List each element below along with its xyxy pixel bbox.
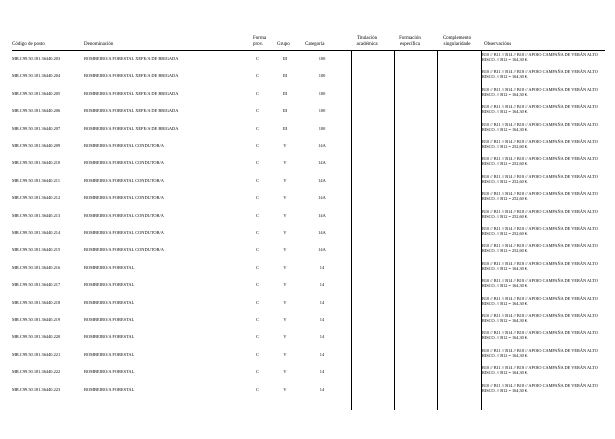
row-forma: C [256,56,259,61]
row-codigo: MR.C99.50.181.36440.223 [12,386,61,392]
row-categoria: 14 [319,264,325,270]
row-denominacion: BOMBEIRO/A FORESTAL [84,351,135,357]
row-forma: C [256,73,259,79]
row-codigo: MR.C99.50.181.36440.212 [12,195,61,201]
row-forma: C [256,143,259,148]
row-observacions: B10 // B11 // B14 // B18 // APOIO CAMPAÑA DE VERÁN ALTO RISCO. // B12 = 164,30 €. [482,104,598,115]
row-forma: C [256,212,259,218]
row-categoria: 100 [318,108,326,114]
row-grupo: III [282,73,288,79]
row-categoria: 14A [318,212,326,218]
row-codigo: MR.C99.50.181.36440.222 [12,369,61,375]
header-grupo: Grupo [277,42,290,47]
row-categoria: 14 [319,334,325,340]
row-codigo: MR.C99.50.181.36440.216 [12,264,61,270]
table-row [0,295,615,310]
row-categoria: 14 [319,317,325,322]
header-titulacion: Titulación académica [356,36,378,47]
table-row [0,312,615,327]
row-codigo: MR.C99.50.181.36440.204 [12,73,61,79]
row-grupo: V [283,212,287,218]
row-codigo: MR.C99.50.181.36440.218 [12,299,61,305]
table-row [0,260,615,275]
row-observacions: B10 // B11 // B14 // B18 // APOIO CAMPAÑA DE VERÁN ALTO RISCO. // B12 = 164,30 €. [482,86,598,97]
row-codigo: MR.C99.50.181.36440.215 [12,247,61,253]
table-row [0,277,615,292]
row-grupo: V [283,247,287,253]
row-codigo: MR.C99.50.181.36440.214 [12,230,61,235]
row-denominacion: BOMBEIRO/A FORESTAL CONDUTOR/A [84,143,164,148]
row-grupo: V [283,282,287,288]
row-codigo: MR.C99.50.181.36440.203 [12,56,61,61]
table-row [0,364,615,379]
row-forma: C [256,386,259,392]
row-grupo: V [283,177,287,183]
row-denominacion: BOMBEIRO/A FORESTAL CONDUTOR/A [84,177,164,183]
table-row [0,190,615,205]
row-observacions: B10 // B11 // B14 // B18 // APOIO CAMPAÑA DE VERÁN ALTO RISCO. // B12 = 164,30 €. [482,52,598,62]
row-forma: C [256,90,259,96]
row-codigo: MR.C99.50.181.36440.209 [12,143,61,148]
row-forma: C [256,264,259,270]
table-row [0,225,615,240]
row-observacions: B10 // B11 // B14 // B18 // APOIO CAMPAÑA DE VERÁN ALTO RISCO. // B12 = 164,30 €. [482,295,598,306]
row-forma: C [256,369,259,375]
table-row [0,68,615,83]
row-denominacion: BOMBEIRO/A FORESTAL CONDUTOR/A [84,195,164,201]
table-row [0,173,615,188]
header-observacions: Observacións [484,42,512,47]
row-denominacion: BOMBEIRO/A FORESTAL XEFE/A DE BRIGADA [84,108,179,114]
header-denominacion: Denominación [84,42,114,47]
row-grupo: III [282,125,288,131]
row-categoria: 14 [319,299,325,305]
row-forma: C [256,125,259,131]
table-row [0,138,615,153]
row-forma: C [256,247,259,253]
row-forma: C [256,177,259,183]
row-grupo: V [283,143,287,148]
row-denominacion: BOMBEIRO/A FORESTAL CONDUTOR/A [84,212,164,218]
row-denominacion: BOMBEIRO/A FORESTAL CONDUTOR/A [84,160,164,166]
row-codigo: MR.C99.50.181.36440.206 [12,108,61,114]
row-codigo: MR.C99.50.181.36440.217 [12,282,61,288]
row-forma: C [256,351,259,357]
row-forma: C [256,334,259,340]
table-row [0,242,615,257]
row-codigo: MR.C99.50.181.36440.221 [12,351,61,357]
row-forma: C [256,282,259,288]
row-observacions: B10 // B11 // B14 // B18 // APOIO CAMPAÑA DE VERÁN ALTO RISCO. // B12 = 164,30 €. [482,121,598,132]
row-categoria: 14A [318,247,326,253]
table-row [0,347,615,362]
row-codigo: MR.C99.50.181.36440.213 [12,212,61,218]
row-observacions: B10 // B11 // B14 // B18 // APOIO CAMPAÑA DE VERÁN ALTO RISCO. // B12 = 164,30 €. [482,382,598,393]
row-observacions: B10 // B11 // B14 // B18 // APOIO CAMPAÑA DE VERÁN ALTO RISCO. // B12 = 164,30 €. [482,278,598,289]
row-grupo: III [282,56,288,61]
row-categoria: 100 [318,56,326,61]
table-row [0,51,615,66]
table-row [0,155,615,170]
row-grupo: V [283,264,287,270]
row-observacions: B10 // B11 // B14 // B18 // APOIO CAMPAÑA DE VERÁN ALTO RISCO. // B12 = 252,60 €. [482,173,598,184]
table-row [0,208,615,223]
row-observacions: B10 // B11 // B14 // B18 // APOIO CAMPAÑA DE VERÁN ALTO RISCO. // B12 = 164,30 €. [482,69,598,80]
row-grupo: V [283,351,287,357]
row-observacions: B10 // B11 // B14 // B18 // APOIO CAMPAÑA DE VERÁN ALTO RISCO. // B12 = 164,30 €. [482,347,598,358]
header-codigo: Código de posto [12,42,45,47]
row-codigo: MR.C99.50.181.36440.211 [12,177,61,183]
header-complemento: Complemento singularidade [442,36,472,47]
row-observacions: B10 // B11 // B14 // B18 // APOIO CAMPAÑA DE VERÁN ALTO RISCO. // B12 = 252,60 €. [482,191,598,202]
row-grupo: V [283,369,287,375]
row-grupo: V [283,230,287,235]
row-categoria: 14A [318,195,326,201]
row-denominacion: BOMBEIRO/A FORESTAL CONDUTOR/A [84,230,164,235]
row-categoria: 14 [319,351,325,357]
row-categoria: 14A [318,177,326,183]
row-forma: C [256,195,259,201]
row-codigo: MR.C99.50.181.36440.219 [12,317,61,322]
header-formacion: Formación específica [399,36,421,47]
row-grupo: V [283,195,287,201]
row-observacions: B10 // B11 // B14 // B18 // APOIO CAMPAÑA DE VERÁN ALTO RISCO. // B12 = 164,30 €. [482,365,598,376]
row-observacions: B10 // B11 // B14 // B18 // APOIO CAMPAÑA DE VERÁN ALTO RISCO. // B12 = 164,30 €. [482,313,598,323]
row-grupo: V [283,317,287,322]
row-categoria: 100 [318,90,326,96]
row-forma: C [256,317,259,322]
row-denominacion: BOMBEIRO/A FORESTAL [84,334,135,340]
row-denominacion: BOMBEIRO/A FORESTAL XEFE/A DE BRIGADA [84,56,179,61]
row-observacions: B10 // B11 // B14 // B18 // APOIO CAMPAÑA DE VERÁN ALTO RISCO. // B12 = 252,60 €. [482,156,598,167]
row-categoria: 100 [318,125,326,131]
row-observacions: B10 // B11 // B14 // B18 // APOIO CAMPAÑA DE VERÁN ALTO RISCO. // B12 = 252,60 €. [482,208,598,219]
row-grupo: V [283,386,287,392]
row-denominacion: BOMBEIRO/A FORESTAL [84,264,135,270]
row-grupo: V [283,299,287,305]
row-denominacion: BOMBEIRO/A FORESTAL XEFE/A DE BRIGADA [84,90,179,96]
header-categoria: Categoría [305,42,325,47]
row-denominacion: BOMBEIRO/A FORESTAL [84,386,135,392]
table-row [0,103,615,118]
row-grupo: V [283,160,287,166]
row-categoria: 14 [319,282,325,288]
row-grupo: III [282,108,288,114]
row-codigo: MR.C99.50.181.36440.205 [12,90,61,96]
row-forma: C [256,299,259,305]
row-codigo: MR.C99.50.181.36440.207 [12,125,61,131]
table-row [0,382,615,397]
row-observacions: B10 // B11 // B14 // B18 // APOIO CAMPAÑA DE VERÁN ALTO RISCO. // B12 = 164,30 €. [482,260,598,271]
row-categoria: 100 [318,73,326,79]
row-denominacion: BOMBEIRO/A FORESTAL XEFE/A DE BRIGADA [84,125,179,131]
header-forma: Forma prov. [253,36,267,47]
row-forma: C [256,160,259,166]
row-codigo: MR.C99.50.181.36440.220 [12,334,61,340]
row-observacions: B10 // B11 // B14 // B18 // APOIO CAMPAÑA DE VERÁN ALTO RISCO. // B12 = 252,60 €. [482,226,598,236]
row-grupo: III [282,90,288,96]
row-observacions: B10 // B11 // B14 // B18 // APOIO CAMPAÑA DE VERÁN ALTO RISCO. // B12 = 252,60 €. [482,139,598,149]
row-categoria: 14A [318,160,326,166]
row-observacions: B10 // B11 // B14 // B18 // APOIO CAMPAÑA DE VERÁN ALTO RISCO. // B12 = 252,60 €. [482,243,598,254]
row-codigo: MR.C99.50.181.36440.210 [12,160,61,166]
row-forma: C [256,230,259,235]
row-denominacion: BOMBEIRO/A FORESTAL XEFE/A DE BRIGADA [84,73,179,79]
row-categoria: 14A [318,230,326,235]
row-categoria: 14A [318,143,326,148]
table-row [0,329,615,344]
row-denominacion: BOMBEIRO/A FORESTAL CONDUTOR/A [84,247,164,253]
row-denominacion: BOMBEIRO/A FORESTAL [84,282,135,288]
row-denominacion: BOMBEIRO/A FORESTAL [84,317,135,322]
row-categoria: 14 [319,386,325,392]
table-row [0,121,615,136]
row-categoria: 14 [319,369,325,375]
row-grupo: V [283,334,287,340]
table-row [0,86,615,101]
row-forma: C [256,108,259,114]
row-denominacion: BOMBEIRO/A FORESTAL [84,369,135,375]
row-observacions: B10 // B11 // B14 // B18 // APOIO CAMPAÑA DE VERÁN ALTO RISCO. // B12 = 164,30 €. [482,330,598,341]
row-denominacion: BOMBEIRO/A FORESTAL [84,299,135,305]
